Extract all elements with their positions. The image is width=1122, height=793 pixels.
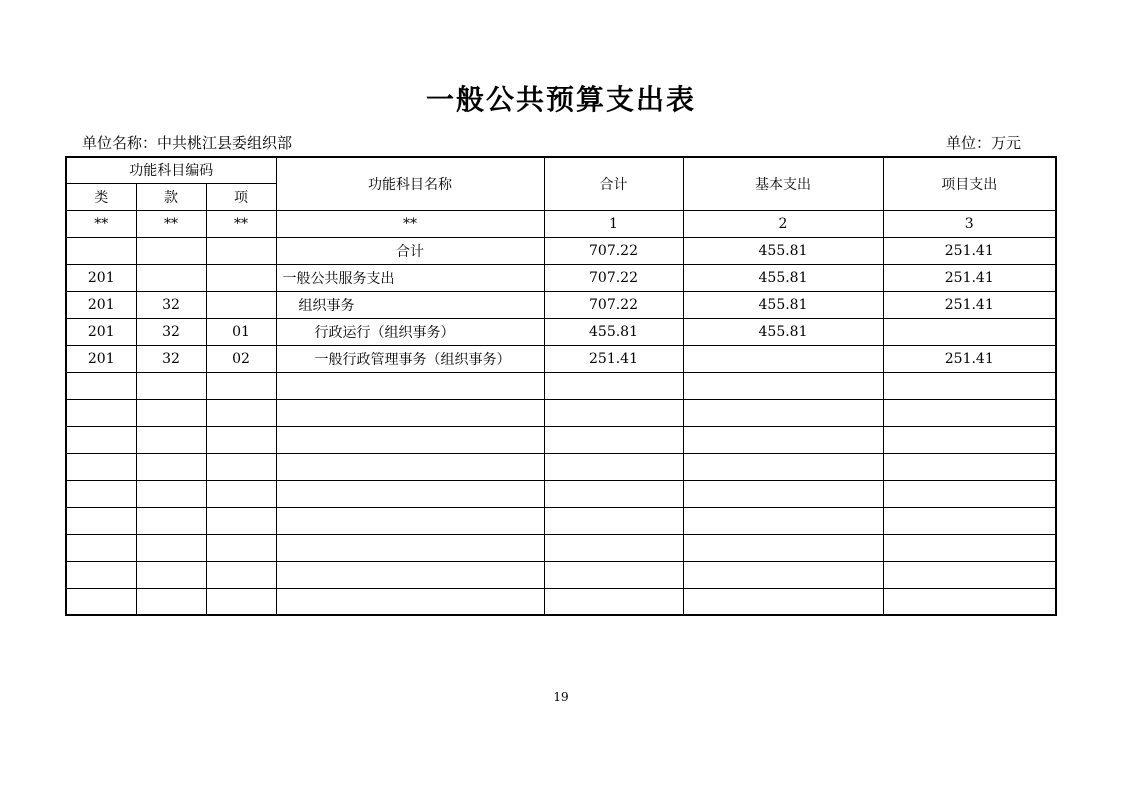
kuan-cell [136, 237, 206, 264]
project-cell: 251.41 [883, 237, 1056, 264]
lei-cell: 201 [66, 345, 136, 372]
empty-row [66, 534, 1056, 561]
table-row [66, 318, 1056, 345]
header-total: 合计 [544, 157, 683, 210]
marker-cell: ** [276, 210, 544, 237]
empty-row [66, 561, 1056, 588]
page-title: 一般公共预算支出表 [425, 83, 696, 116]
basic-cell [683, 345, 883, 372]
table-row [66, 237, 1056, 264]
marker-cell: 1 [544, 210, 683, 237]
empty-row [66, 507, 1056, 534]
header-lei: 类 [66, 183, 136, 210]
xiang-cell [206, 264, 276, 291]
unit-label: 单位：万元 [946, 134, 1022, 152]
name-cell: 合计 [276, 237, 544, 264]
project-cell: 251.41 [883, 291, 1056, 318]
header-row [66, 157, 1056, 183]
empty-row [66, 588, 1056, 615]
empty-row [66, 399, 1056, 426]
empty-row [66, 453, 1056, 480]
lei-cell: 201 [66, 291, 136, 318]
header-code-group: 功能科目编码 [66, 157, 276, 183]
unit-name-label: 单位名称：中共桃江县委组织部 [82, 134, 293, 152]
header-xiang: 项 [206, 183, 276, 210]
marker-row [66, 210, 1056, 237]
xiang-cell [206, 237, 276, 264]
project-cell [883, 318, 1056, 345]
marker-cell: ** [66, 210, 136, 237]
name-cell: 一般公共服务支出 [276, 264, 544, 291]
lei-cell [66, 237, 136, 264]
name-cell: 组织事务 [276, 291, 544, 318]
marker-cell: 3 [883, 210, 1056, 237]
total-cell: 707.22 [544, 264, 683, 291]
marker-cell: ** [206, 210, 276, 237]
empty-row [66, 480, 1056, 507]
header-basic: 基本支出 [683, 157, 883, 210]
table-row [66, 345, 1056, 372]
basic-cell: 455.81 [683, 237, 883, 264]
marker-cell: ** [136, 210, 206, 237]
header-project: 项目支出 [883, 157, 1056, 210]
project-cell: 251.41 [883, 264, 1056, 291]
empty-row [66, 426, 1056, 453]
project-cell: 251.41 [883, 345, 1056, 372]
header-name: 功能科目名称 [276, 157, 544, 210]
header-kuan: 款 [136, 183, 206, 210]
total-cell: 707.22 [544, 237, 683, 264]
total-cell: 455.81 [544, 318, 683, 345]
kuan-cell: 32 [136, 345, 206, 372]
basic-cell: 455.81 [683, 291, 883, 318]
page-number: 19 [553, 690, 569, 704]
total-cell: 251.41 [544, 345, 683, 372]
marker-cell: 2 [683, 210, 883, 237]
basic-cell: 455.81 [683, 264, 883, 291]
empty-row [66, 372, 1056, 399]
basic-cell: 455.81 [683, 318, 883, 345]
xiang-cell [206, 291, 276, 318]
lei-cell: 201 [66, 318, 136, 345]
total-cell: 707.22 [544, 291, 683, 318]
budget-table [65, 156, 1057, 616]
kuan-cell [136, 264, 206, 291]
kuan-cell: 32 [136, 318, 206, 345]
kuan-cell: 32 [136, 291, 206, 318]
name-cell: 一般行政管理事务（组织事务） [276, 345, 544, 372]
table-row [66, 291, 1056, 318]
lei-cell: 201 [66, 264, 136, 291]
xiang-cell: 02 [206, 345, 276, 372]
xiang-cell: 01 [206, 318, 276, 345]
name-cell: 行政运行（组织事务） [276, 318, 544, 345]
table-row [66, 264, 1056, 291]
